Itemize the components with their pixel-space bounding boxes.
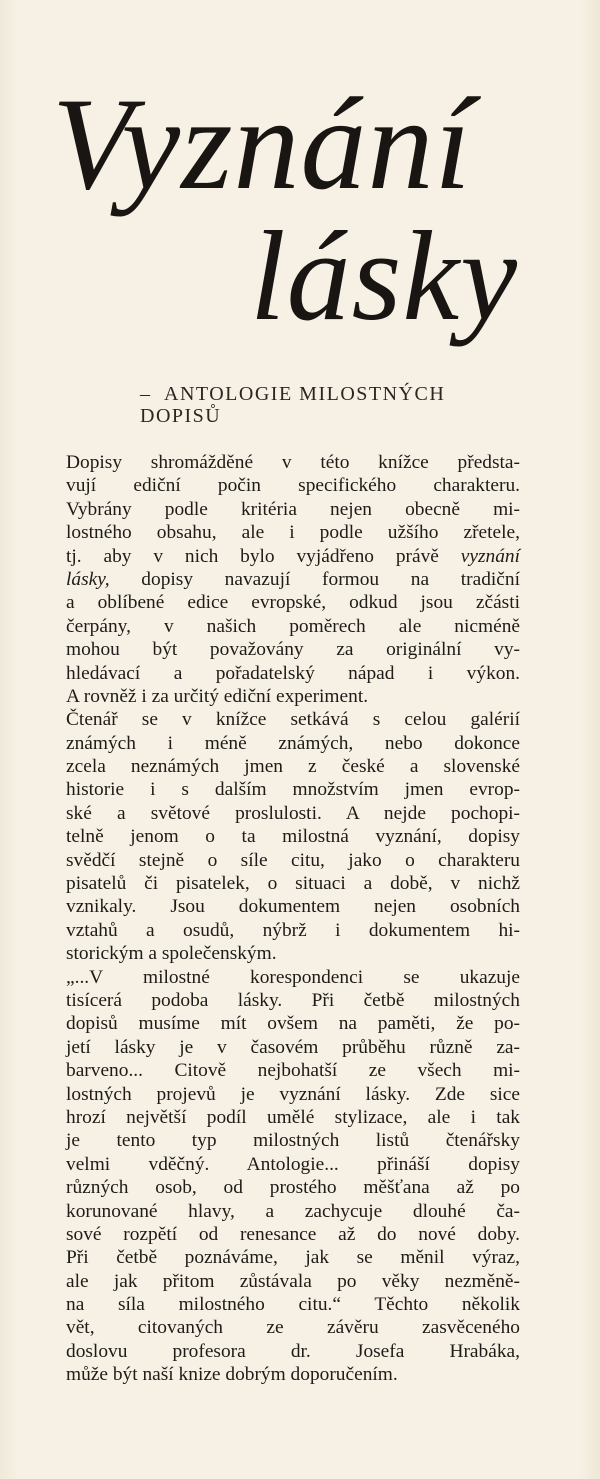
text-line: mohou být považovány za originální vy- xyxy=(66,639,520,661)
text-line: Dopisy shromážděné v této knížce předsta- xyxy=(66,452,520,473)
text-line: a oblíbené edice evropské, odkud jsou zčásti xyxy=(66,592,520,614)
text-line: svědčí stejně o síle citu, jako o charakteru xyxy=(66,849,520,871)
text-line: na síla milostného citu.“ Těchto několik xyxy=(66,1294,520,1316)
text-line: Čtenář se v knížce setkává s celou galérií xyxy=(66,709,520,731)
text-line: tisícerá podoba lásky. Při četbě milostných xyxy=(66,989,520,1011)
text-line: známých i méně známých, nebo dokonce xyxy=(66,732,520,754)
text-line: Vybrány podle kritéria nejen obecně mi- xyxy=(66,498,520,520)
text-segment: dopisy navazují formou na tradiční xyxy=(109,568,520,590)
text-line: různých osob, od prostého měšťana až po xyxy=(66,1177,520,1199)
subtitle-dash: – xyxy=(140,383,152,405)
text-line: je tento typ milostných listů čtenářsky xyxy=(66,1130,520,1152)
text-line: velmi vděčný. Antologie... přináší dopisy xyxy=(66,1153,520,1175)
text-line: sové rozpětí od renesance až do nové doby. xyxy=(66,1223,520,1245)
text-line: může být naší knize dobrým doporučením. xyxy=(66,1364,398,1386)
emphasis-text: lásky, xyxy=(66,568,110,590)
text-line: korunované hlavy, a zachycuje dlouhé ča- xyxy=(66,1200,520,1222)
text-segment: tj. aby v nich bylo vyjádřeno právě xyxy=(66,545,461,567)
title-line-1: Vyznání xyxy=(52,70,473,217)
blurb-text xyxy=(66,451,520,1387)
text-line: ské a světové proslulosti. A nejde pochopi- xyxy=(66,802,520,824)
text-line: hrozí největší podíl umělé stylizace, ale i tak xyxy=(66,1106,520,1128)
subtitle-line-1: ANTOLOGIE MILOSTNÝCH xyxy=(164,383,446,405)
text-line: jetí lásky je v časovém průběhu různě za- xyxy=(66,1036,520,1058)
text-line: storickým a společenským. xyxy=(66,943,277,965)
text-line: historie i s dalším množstvím jmen evrop- xyxy=(66,779,520,801)
emphasis-text: vyznání xyxy=(460,545,520,567)
text-line: lostného obsahu, ale i podle užšího zřetele, xyxy=(66,522,520,544)
text-line: dopisů musíme mít ovšem na paměti, že po- xyxy=(66,1013,520,1035)
text-line: vují ediční počin specifického charakteru. xyxy=(66,475,520,497)
text-line: ale jak přitom zůstávala po věky nezměně- xyxy=(66,1270,520,1292)
subtitle xyxy=(140,383,560,427)
text-line: hledávací a pořadatelský nápad i výkon. xyxy=(66,662,520,684)
text-line: telně jenom o ta milostná vyznání, dopisy xyxy=(66,826,520,848)
text-line: vznikaly. Jsou dokumentem nejen osobních xyxy=(66,896,520,918)
text-line xyxy=(66,568,520,591)
text-line: „...V milostné korespondenci se ukazuje xyxy=(66,966,520,988)
text-line: zcela neznámých jmen z české a slovenské xyxy=(66,756,520,778)
text-line xyxy=(66,545,520,568)
text-line: barveno... Citově nejbohatší ze všech mi- xyxy=(66,1060,520,1082)
title-line-2: lásky xyxy=(250,205,518,347)
text-line: čerpány, v našich poměrech ale nicméně xyxy=(66,615,520,637)
text-line: Při četbě poznáváme, jak se měnil výraz, xyxy=(66,1247,520,1269)
text-line: vět, citovaných ze závěru zasvěceného xyxy=(66,1317,520,1339)
text-line: doslovu profesora dr. Josefa Hrabáka, xyxy=(66,1340,520,1362)
text-line: vztahů a osudů, nýbrž i dokumentem hi- xyxy=(66,919,520,941)
subtitle-line-2: DOPISŮ xyxy=(140,405,222,427)
text-line: pisatelů či pisatelek, o situaci a době, v nichž xyxy=(66,873,520,895)
text-line: lostných projevů je vyznání lásky. Zde sice xyxy=(66,1083,520,1105)
text-line: A rovněž i za určitý ediční experiment. xyxy=(66,685,369,707)
